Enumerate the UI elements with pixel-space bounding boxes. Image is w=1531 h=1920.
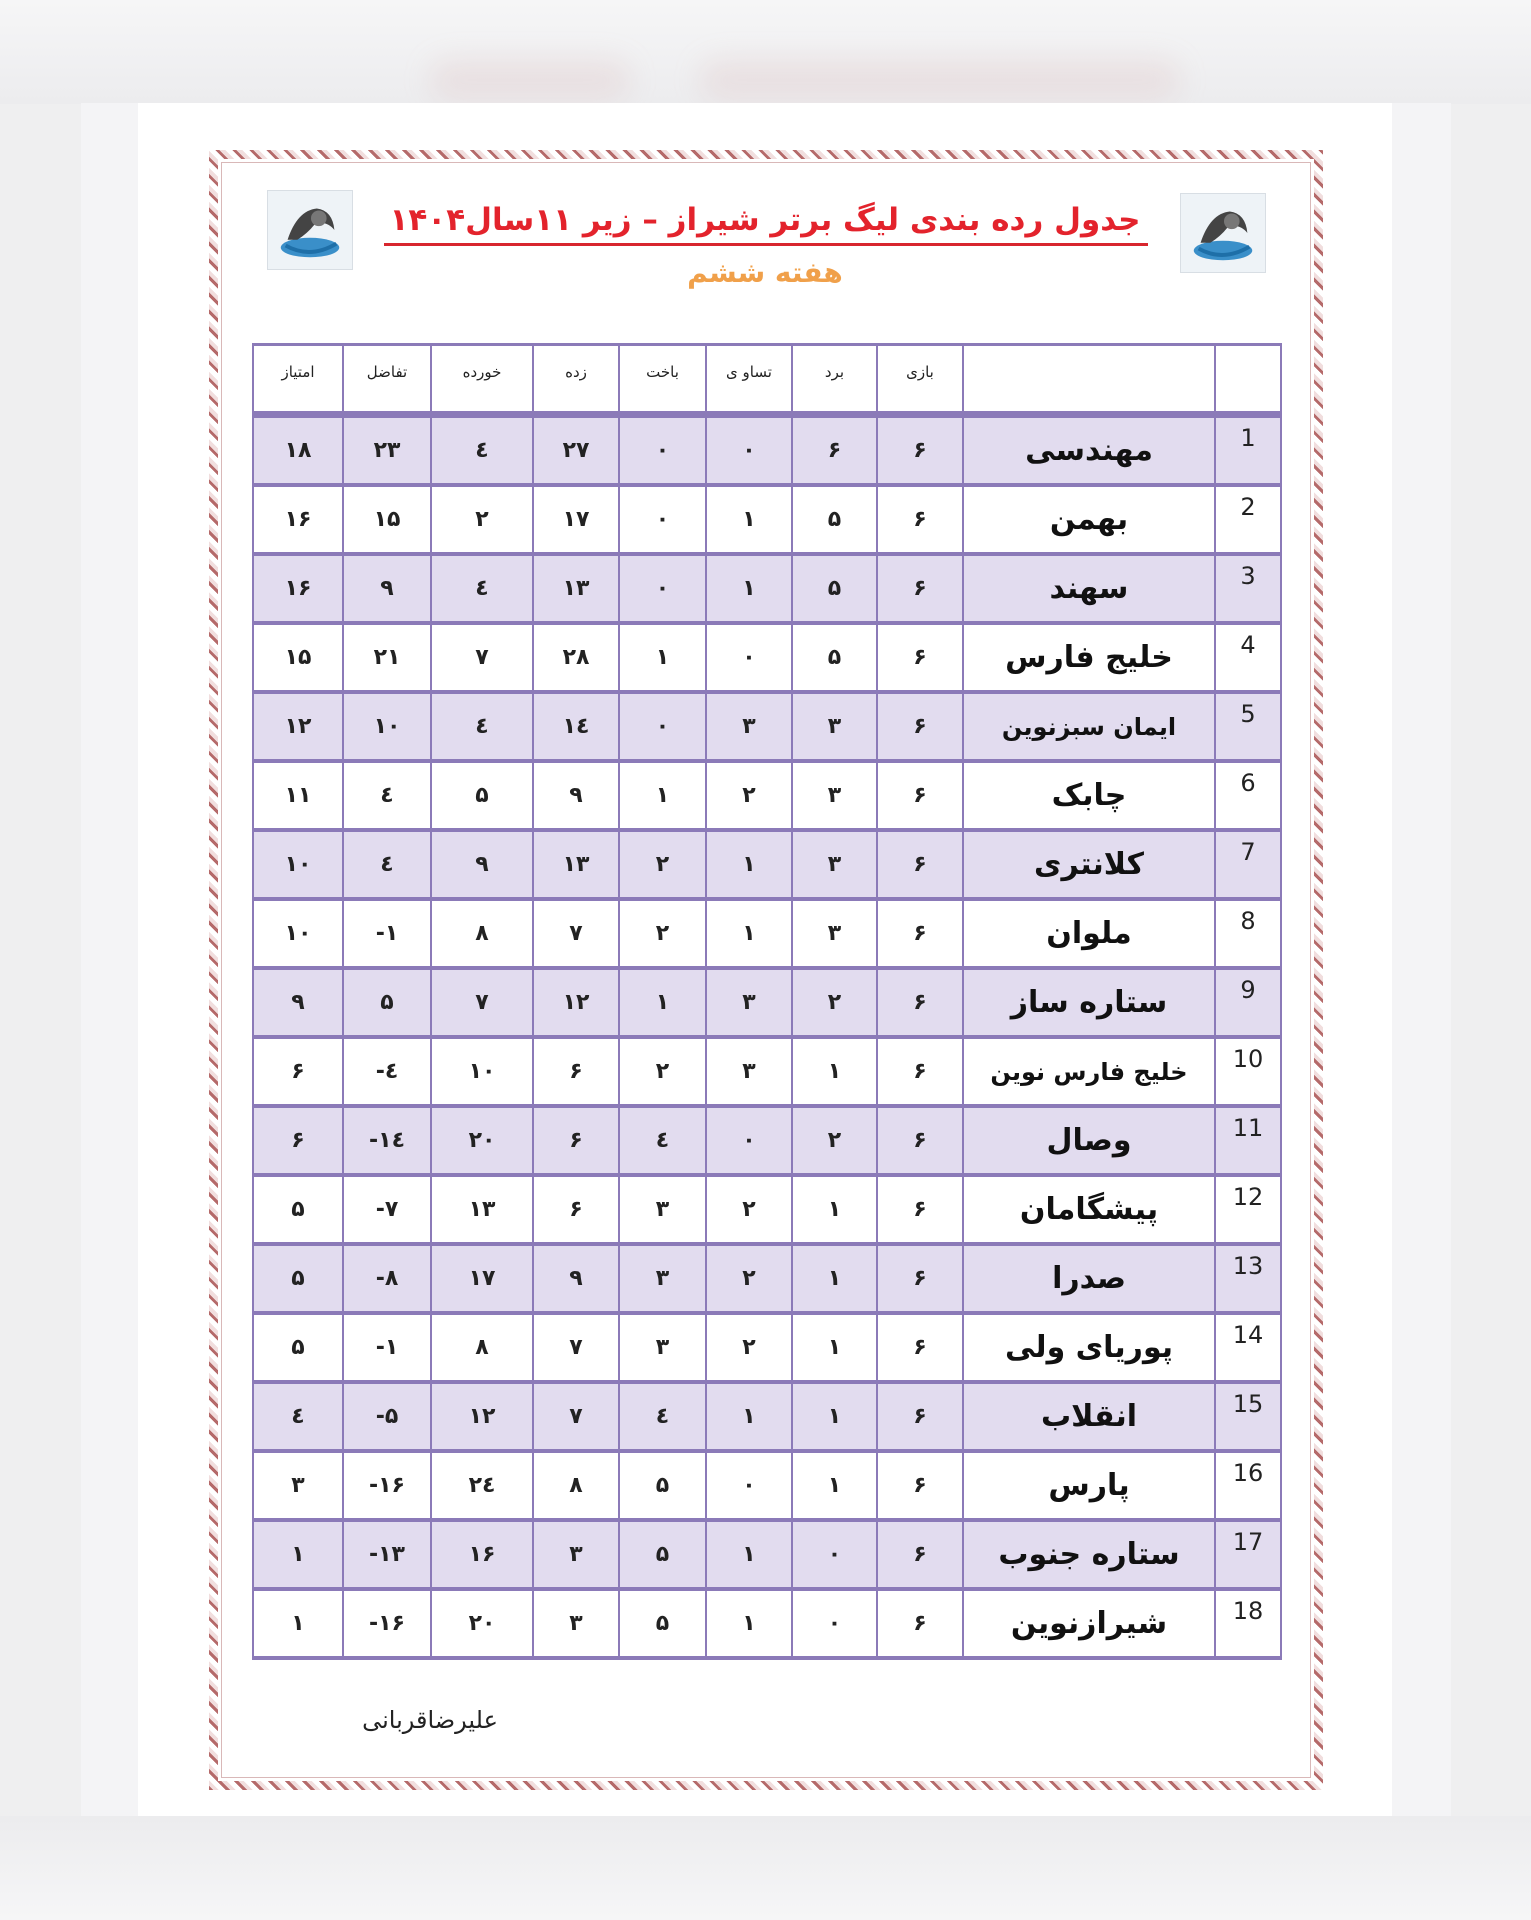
cell-points: ۶ [253,1037,343,1106]
cell-goal-diff: ۱۰ [343,692,431,761]
cell-draws: ۱ [706,1520,792,1589]
cell-wins: ۳ [792,761,877,830]
cell-goals-for: ۶ [533,1106,619,1175]
cell-losses: ۲ [619,1037,706,1106]
cell-rank: 13 [1215,1244,1281,1313]
cell-points: ۵ [253,1313,343,1382]
cell-team: ایمان سبزنوین [963,692,1215,761]
cell-points: ۹ [253,968,343,1037]
cell-goals-for: ۱۷ [533,485,619,554]
cell-team: کلانتری [963,830,1215,899]
cell-goal-diff: -۷ [343,1175,431,1244]
cell-goals-against: ۲۰ [431,1106,533,1175]
cell-draws: ۳ [706,692,792,761]
cell-losses: ۵ [619,1520,706,1589]
title-underline [384,243,1148,246]
cell-played: ۶ [877,1037,963,1106]
cell-draws: ۳ [706,968,792,1037]
cell-team: ملوان [963,899,1215,968]
cell-goal-diff: ۲۱ [343,623,431,692]
cell-draws: ۱ [706,1589,792,1658]
cell-played: ۶ [877,1520,963,1589]
cell-goal-diff: ۹ [343,554,431,623]
cell-team: انقلاب [963,1382,1215,1451]
club-logo-icon [1180,193,1266,273]
cell-goals-for: ۱۲ [533,968,619,1037]
table-row [253,692,1281,761]
cell-draws: ۲ [706,761,792,830]
cell-wins: ۰ [792,1589,877,1658]
table-row [253,830,1281,899]
cell-points: ۵ [253,1244,343,1313]
cell-goals-for: ۲۷ [533,415,619,486]
cell-goals-against: ٤ [431,692,533,761]
col-header-team [963,345,1215,415]
cell-goal-diff: ۲۳ [343,415,431,486]
background-bottom [0,1816,1531,1920]
cell-team: صدرا [963,1244,1215,1313]
cell-draws: ۱ [706,485,792,554]
cell-rank: 15 [1215,1382,1281,1451]
cell-team: خلیج فارس [963,623,1215,692]
cell-team: پوریای ولی [963,1313,1215,1382]
cell-wins: ۱ [792,1313,877,1382]
cell-team: بهمن [963,485,1215,554]
cell-played: ۶ [877,1589,963,1658]
cell-rank: 6 [1215,761,1281,830]
cell-goal-diff: ٤ [343,830,431,899]
cell-goals-against: ٤ [431,415,533,486]
cell-points: ۱ [253,1589,343,1658]
cell-points: ۱۶ [253,554,343,623]
cell-played: ۶ [877,1175,963,1244]
cell-points: ۱۱ [253,761,343,830]
cell-goals-for: ۱۳ [533,554,619,623]
cell-wins: ۲ [792,968,877,1037]
table-row [253,485,1281,554]
cell-points: ۱۸ [253,415,343,486]
cell-draws: ۲ [706,1313,792,1382]
cell-draws: ۱ [706,1382,792,1451]
col-header-goals-against: خورده [431,345,533,415]
cell-losses: ۰ [619,554,706,623]
cell-team: ستاره جنوب [963,1520,1215,1589]
col-header-points: امتیاز [253,345,343,415]
cell-losses: ۱ [619,968,706,1037]
cell-points: ۳ [253,1451,343,1520]
table-row [253,554,1281,623]
table-row [253,1451,1281,1520]
cell-goals-for: ۷ [533,1313,619,1382]
cell-goals-for: ۷ [533,899,619,968]
cell-team: سهند [963,554,1215,623]
cell-goal-diff: ۱۵ [343,485,431,554]
cell-rank: 1 [1215,415,1281,486]
cell-goals-against: ۵ [431,761,533,830]
cell-rank: 14 [1215,1313,1281,1382]
table-row [253,899,1281,968]
cell-rank: 4 [1215,623,1281,692]
cell-played: ۶ [877,830,963,899]
signature: علیرضاقربانی [362,1706,498,1734]
col-header-played: بازی [877,345,963,415]
cell-goal-diff: -۱۳ [343,1520,431,1589]
cell-goals-against: ۱۲ [431,1382,533,1451]
cell-draws: ۱ [706,830,792,899]
cell-points: ٤ [253,1382,343,1451]
cell-rank: 17 [1215,1520,1281,1589]
cell-losses: ۰ [619,485,706,554]
table-row [253,415,1281,486]
cell-rank: 8 [1215,899,1281,968]
table-row [253,1589,1281,1658]
cell-points: ۵ [253,1175,343,1244]
club-logo-icon [267,190,353,270]
cell-losses: ۱ [619,761,706,830]
col-header-goal-diff: تفاضل [343,345,431,415]
cell-played: ۶ [877,1244,963,1313]
page-subtitle: هفته ششم [687,256,843,289]
cell-goal-diff: -۵ [343,1382,431,1451]
page-title: جدول رده بندی لیگ برتر شیراز – زیر ۱۱سال۱۴۰۴ [389,202,1141,238]
cell-draws: ۱ [706,899,792,968]
cell-played: ۶ [877,1451,963,1520]
cell-losses: ۵ [619,1451,706,1520]
cell-goals-against: ٤ [431,554,533,623]
cell-goal-diff: -۱ [343,1313,431,1382]
cell-goals-against: ۱۶ [431,1520,533,1589]
cell-draws: ۰ [706,415,792,486]
cell-rank: 16 [1215,1451,1281,1520]
cell-points: ۱ [253,1520,343,1589]
cell-team: پیشگامان [963,1175,1215,1244]
col-header-draws: تساو ی [706,345,792,415]
cell-goals-for: ۲۸ [533,623,619,692]
cell-rank: 10 [1215,1037,1281,1106]
cell-goals-against: ۹ [431,830,533,899]
cell-goals-against: ۱۰ [431,1037,533,1106]
cell-goal-diff: -۱۶ [343,1589,431,1658]
cell-losses: ۵ [619,1589,706,1658]
cell-draws: ۰ [706,1106,792,1175]
cell-goals-against: ۷ [431,623,533,692]
cell-played: ۶ [877,415,963,486]
cell-goals-against: ۸ [431,1313,533,1382]
cell-wins: ۳ [792,692,877,761]
cell-points: ۱۲ [253,692,343,761]
cell-wins: ۵ [792,485,877,554]
cell-wins: ۳ [792,899,877,968]
cell-rank: 7 [1215,830,1281,899]
cell-goals-against: ۱۷ [431,1244,533,1313]
cell-played: ۶ [877,692,963,761]
cell-wins: ۳ [792,830,877,899]
cell-rank: 2 [1215,485,1281,554]
cell-draws: ۰ [706,1451,792,1520]
cell-team: شیرازنوین [963,1589,1215,1658]
cell-losses: ۲ [619,830,706,899]
cell-points: ۱۶ [253,485,343,554]
cell-team: چابک [963,761,1215,830]
cell-team: پارس [963,1451,1215,1520]
cell-played: ۶ [877,1313,963,1382]
standings-table [252,343,1282,1660]
table-row [253,1106,1281,1175]
cell-rank: 12 [1215,1175,1281,1244]
cell-goal-diff: ۵ [343,968,431,1037]
table-header-row [253,345,1281,415]
cell-wins: ۵ [792,623,877,692]
cell-goal-diff: -۱ [343,899,431,968]
cell-losses: ۰ [619,415,706,486]
cell-played: ۶ [877,485,963,554]
background-top [0,0,1531,104]
cell-losses: ۰ [619,692,706,761]
cell-goals-for: ۹ [533,1244,619,1313]
cell-wins: ۱ [792,1175,877,1244]
cell-played: ۶ [877,761,963,830]
cell-rank: 11 [1215,1106,1281,1175]
cell-goals-against: ۲۰ [431,1589,533,1658]
table-row [253,968,1281,1037]
cell-losses: ۳ [619,1244,706,1313]
cell-team: ستاره ساز [963,968,1215,1037]
col-header-losses: باخت [619,345,706,415]
cell-draws: ۱ [706,554,792,623]
table-row [253,623,1281,692]
cell-wins: ۶ [792,415,877,486]
col-header-goals-for: زده [533,345,619,415]
table-row [253,1175,1281,1244]
cell-goals-against: ۲ [431,485,533,554]
cell-draws: ۲ [706,1175,792,1244]
cell-wins: ۰ [792,1520,877,1589]
cell-wins: ۱ [792,1451,877,1520]
cell-wins: ۱ [792,1244,877,1313]
cell-draws: ۳ [706,1037,792,1106]
cell-wins: ۲ [792,1106,877,1175]
cell-goal-diff: -۱۶ [343,1451,431,1520]
cell-rank: 5 [1215,692,1281,761]
cell-goals-for: ۸ [533,1451,619,1520]
cell-rank: 3 [1215,554,1281,623]
cell-wins: ۱ [792,1037,877,1106]
cell-draws: ۲ [706,1244,792,1313]
cell-goal-diff: ٤ [343,761,431,830]
cell-goal-diff: -۱٤ [343,1106,431,1175]
cell-played: ۶ [877,1106,963,1175]
cell-points: ۱۰ [253,830,343,899]
cell-points: ۱۵ [253,623,343,692]
cell-played: ۶ [877,899,963,968]
col-header-wins: برد [792,345,877,415]
cell-goal-diff: -۸ [343,1244,431,1313]
cell-goals-for: ۶ [533,1175,619,1244]
cell-losses: ۱ [619,623,706,692]
cell-losses: ٤ [619,1382,706,1451]
cell-played: ۶ [877,968,963,1037]
cell-goals-against: ۲٤ [431,1451,533,1520]
cell-goals-against: ۱۳ [431,1175,533,1244]
col-header-rank [1215,345,1281,415]
cell-wins: ۵ [792,554,877,623]
cell-rank: 18 [1215,1589,1281,1658]
cell-played: ۶ [877,554,963,623]
cell-goals-for: ۶ [533,1037,619,1106]
cell-goals-for: ۹ [533,761,619,830]
cell-losses: ۳ [619,1313,706,1382]
cell-team: وصال [963,1106,1215,1175]
cell-losses: ٤ [619,1106,706,1175]
table-row [253,1382,1281,1451]
table-row [253,1037,1281,1106]
cell-draws: ۰ [706,623,792,692]
cell-wins: ۱ [792,1382,877,1451]
cell-goals-for: ۱٤ [533,692,619,761]
table-row [253,1520,1281,1589]
cell-rank: 9 [1215,968,1281,1037]
cell-goals-for: ۱۳ [533,830,619,899]
cell-goals-for: ۳ [533,1589,619,1658]
cell-team: مهندسی [963,415,1215,486]
table-row [253,1244,1281,1313]
table-row [253,1313,1281,1382]
cell-points: ۱۰ [253,899,343,968]
cell-team: خلیج فارس نوین [963,1037,1215,1106]
cell-played: ۶ [877,623,963,692]
cell-goals-against: ۸ [431,899,533,968]
table-row [253,761,1281,830]
cell-goals-for: ۷ [533,1382,619,1451]
cell-losses: ۲ [619,899,706,968]
cell-goals-for: ۳ [533,1520,619,1589]
cell-goal-diff: -٤ [343,1037,431,1106]
cell-points: ۶ [253,1106,343,1175]
cell-losses: ۳ [619,1175,706,1244]
cell-goals-against: ۷ [431,968,533,1037]
cell-played: ۶ [877,1382,963,1451]
